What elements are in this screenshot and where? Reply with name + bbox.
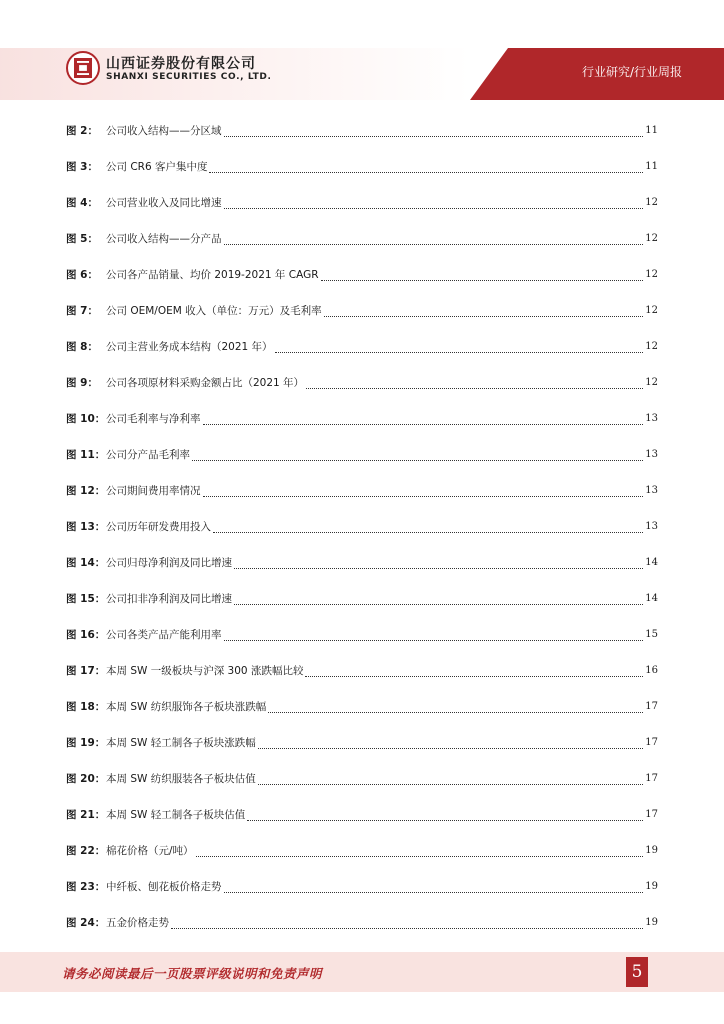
toc-dot-leader xyxy=(305,665,643,677)
toc-entry[interactable] xyxy=(66,869,658,905)
toc-page-number: 13 xyxy=(645,485,658,496)
toc-entry[interactable] xyxy=(66,365,658,401)
toc-entry[interactable] xyxy=(66,329,658,365)
toc-figure-title: 本周 SW 轻工制各子板块涨跌幅 xyxy=(106,737,256,749)
document-type: 行业研究/行业周报 xyxy=(581,65,682,79)
toc-entry[interactable] xyxy=(66,437,658,473)
toc-figure-label: 图 5： xyxy=(66,233,98,245)
toc-figure-label: 图 23： xyxy=(66,881,106,893)
toc-figure-title: 公司营业收入及同比增速 xyxy=(106,197,222,209)
toc-entry[interactable] xyxy=(66,401,658,437)
toc-figure-title: 公司收入结构——分区域 xyxy=(106,125,222,137)
toc-figure-title: 本周 SW 纺织服饰各子板块涨跌幅 xyxy=(106,701,267,713)
toc-entry[interactable] xyxy=(66,725,658,761)
toc-figure-label: 图 18： xyxy=(66,701,106,713)
toc-dot-leader xyxy=(196,845,644,857)
toc-dot-leader xyxy=(192,449,643,461)
toc-dot-leader xyxy=(268,701,643,713)
toc-page-number: 12 xyxy=(645,377,658,388)
toc-figure-label: 图 11： xyxy=(66,449,106,461)
disclaimer-notice: 请务必阅读最后一页股票评级说明和免责声明 xyxy=(62,966,323,981)
toc-page-number: 17 xyxy=(645,773,658,784)
toc-dot-leader xyxy=(258,773,644,785)
figure-toc-list xyxy=(66,113,658,941)
toc-figure-title: 公司 CR6 客户集中度 xyxy=(106,161,208,173)
toc-page-number: 12 xyxy=(645,305,658,316)
toc-figure-label: 图 16： xyxy=(66,629,106,641)
page-footer xyxy=(0,952,724,992)
toc-figure-title: 公司各类产品产能利用率 xyxy=(106,629,222,641)
toc-page-number: 11 xyxy=(645,125,658,136)
toc-entry[interactable] xyxy=(66,653,658,689)
toc-figure-label: 图 4： xyxy=(66,197,98,209)
toc-entry[interactable] xyxy=(66,257,658,293)
toc-page-number: 12 xyxy=(645,197,658,208)
toc-figure-title: 棉花价格（元/吨） xyxy=(106,845,194,857)
toc-figure-label: 图 13： xyxy=(66,521,106,533)
toc-entry[interactable] xyxy=(66,221,658,257)
toc-page-number: 13 xyxy=(645,413,658,424)
toc-dot-leader xyxy=(224,233,644,245)
toc-figure-title: 本周 SW 一级板块与沪深 300 涨跌幅比较 xyxy=(106,665,304,677)
toc-dot-leader xyxy=(258,737,644,749)
toc-entry[interactable] xyxy=(66,905,658,941)
toc-figure-label: 图 3： xyxy=(66,161,98,173)
toc-page-number: 12 xyxy=(645,341,658,352)
toc-figure-label: 图 24： xyxy=(66,917,106,929)
toc-figure-label: 图 9： xyxy=(66,377,98,389)
toc-page-number: 14 xyxy=(645,593,658,604)
page-header xyxy=(0,0,724,100)
toc-dot-leader xyxy=(306,377,643,389)
toc-entry[interactable] xyxy=(66,617,658,653)
toc-entry[interactable] xyxy=(66,545,658,581)
toc-dot-leader xyxy=(224,881,644,893)
toc-figure-label: 图 21： xyxy=(66,809,106,821)
toc-entry[interactable] xyxy=(66,509,658,545)
toc-dot-leader xyxy=(224,629,644,641)
toc-entry[interactable] xyxy=(66,149,658,185)
toc-page-number: 12 xyxy=(645,233,658,244)
toc-figure-title: 五金价格走势 xyxy=(106,917,169,929)
toc-dot-leader xyxy=(234,593,643,605)
toc-dot-leader xyxy=(321,269,644,281)
toc-figure-label: 图 15： xyxy=(66,593,106,605)
toc-page-number: 19 xyxy=(645,881,658,892)
toc-dot-leader xyxy=(224,197,644,209)
toc-figure-title: 公司期间费用率情况 xyxy=(106,485,201,497)
toc-entry[interactable] xyxy=(66,113,658,149)
toc-entry[interactable] xyxy=(66,833,658,869)
toc-figure-title: 公司收入结构——分产品 xyxy=(106,233,222,245)
toc-entry[interactable] xyxy=(66,761,658,797)
toc-page-number: 13 xyxy=(645,449,658,460)
toc-figure-title: 本周 SW 轻工制各子板块估值 xyxy=(106,809,246,821)
toc-page-number: 17 xyxy=(645,737,658,748)
toc-figure-title: 公司扣非净利润及同比增速 xyxy=(106,593,232,605)
toc-dot-leader xyxy=(247,809,643,821)
toc-figure-label: 图 7： xyxy=(66,305,98,317)
toc-page-number: 17 xyxy=(645,809,658,820)
toc-page-number: 19 xyxy=(645,917,658,928)
toc-figure-title: 公司主营业务成本结构（2021 年） xyxy=(106,341,273,353)
toc-figure-title: 中纤板、刨花板价格走势 xyxy=(106,881,222,893)
toc-figure-title: 公司历年研发费用投入 xyxy=(106,521,211,533)
toc-entry[interactable] xyxy=(66,797,658,833)
toc-dot-leader xyxy=(209,161,643,173)
toc-figure-title: 本周 SW 纺织服装各子板块估值 xyxy=(106,773,256,785)
toc-page-number: 15 xyxy=(645,629,658,640)
toc-figure-title: 公司各产品销量、均价 2019-2021 年 CAGR xyxy=(106,269,319,281)
toc-entry[interactable] xyxy=(66,473,658,509)
company-name-cn: 山西证券股份有限公司 xyxy=(106,56,256,72)
toc-entry[interactable] xyxy=(66,293,658,329)
toc-figure-title: 公司毛利率与净利率 xyxy=(106,413,201,425)
toc-page-number: 13 xyxy=(645,521,658,532)
toc-figure-label: 图 8： xyxy=(66,341,98,353)
toc-figure-title: 公司各项原材料采购金额占比（2021 年） xyxy=(106,377,305,389)
toc-figure-label: 图 14： xyxy=(66,557,106,569)
toc-entry[interactable] xyxy=(66,689,658,725)
toc-dot-leader xyxy=(224,125,644,137)
toc-figure-label: 图 17： xyxy=(66,665,106,677)
toc-figure-label: 图 20： xyxy=(66,773,106,785)
toc-dot-leader xyxy=(203,485,644,497)
toc-page-number: 14 xyxy=(645,557,658,568)
toc-page-number: 16 xyxy=(645,665,658,676)
toc-figure-label: 图 12： xyxy=(66,485,106,497)
toc-entry[interactable] xyxy=(66,185,658,221)
toc-figure-label: 图 19： xyxy=(66,737,106,749)
company-name-en: SHANXI SECURITIES CO., LTD. xyxy=(106,72,272,82)
toc-dot-leader xyxy=(213,521,643,533)
toc-entry[interactable] xyxy=(66,581,658,617)
page-number: 5 xyxy=(626,957,648,987)
toc-page-number: 19 xyxy=(645,845,658,856)
toc-figure-label: 图 22： xyxy=(66,845,106,857)
toc-dot-leader xyxy=(203,413,644,425)
toc-figure-title: 公司归母净利润及同比增速 xyxy=(106,557,232,569)
toc-figure-label: 图 2： xyxy=(66,125,98,137)
toc-figure-title: 公司 OEM/OEM 收入（单位：万元）及毛利率 xyxy=(106,305,322,317)
toc-figure-label: 图 6： xyxy=(66,269,98,281)
toc-dot-leader xyxy=(275,341,644,353)
toc-dot-leader xyxy=(324,305,644,317)
toc-figure-title: 公司分产品毛利率 xyxy=(106,449,190,461)
toc-page-number: 12 xyxy=(645,269,658,280)
toc-figure-label: 图 10： xyxy=(66,413,106,425)
toc-page-number: 17 xyxy=(645,701,658,712)
toc-dot-leader xyxy=(234,557,643,569)
shanxi-securities-logo-icon xyxy=(66,51,100,85)
toc-dot-leader xyxy=(171,917,643,929)
toc-page-number: 11 xyxy=(645,161,658,172)
